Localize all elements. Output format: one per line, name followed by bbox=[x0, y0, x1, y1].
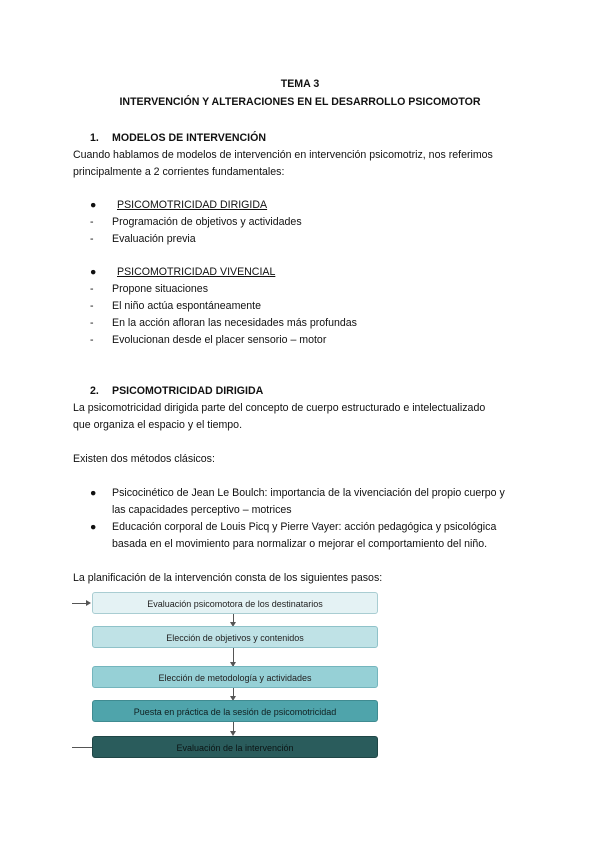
flow-step-2: Elección de objetivos y contenidos bbox=[92, 626, 378, 648]
group1-bullet-icon: ● bbox=[90, 199, 97, 211]
flow-step-4: Puesta en práctica de la sesión de psicomotricidad bbox=[92, 700, 378, 722]
section1-intro-line2: principalmente a 2 corrientes fundamentales: bbox=[73, 166, 285, 178]
list-item-text: Programación de objetivos y actividades bbox=[112, 216, 302, 228]
section2-heading bbox=[90, 383, 263, 400]
document-title: INTERVENCIÓN Y ALTERACIONES EN EL DESARROLLO PSICOMOTOR bbox=[119, 96, 481, 108]
group1-title: PSICOMOTRICIDAD DIRIGIDA bbox=[117, 199, 268, 211]
method2-line2: basada en el movimiento para normalizar o mejorar el comportamiento del niño. bbox=[112, 538, 488, 550]
list-item-text: El niño actúa espontáneamente bbox=[112, 300, 262, 312]
dash-icon: - bbox=[90, 334, 94, 346]
section2-number: 2. bbox=[90, 385, 99, 397]
method2-line1 bbox=[90, 519, 496, 536]
method1-line1 bbox=[90, 485, 505, 502]
planning-intro: La planificación de la intervención consta de los siguientes pasos: bbox=[73, 572, 383, 584]
group1-title-line bbox=[90, 197, 267, 214]
list-item bbox=[90, 214, 302, 231]
group2-bullet-icon: ● bbox=[90, 266, 97, 278]
section2-para-line2: que organiza el espacio y el tiempo. bbox=[73, 419, 243, 431]
section2-title: PSICOMOTRICIDAD DIRIGIDA bbox=[112, 385, 264, 397]
list-item-text: Evolucionan desde el placer sensorio – motor bbox=[112, 334, 327, 346]
list-item bbox=[90, 315, 357, 332]
list-item-text: En la acción afloran las necesidades más profundas bbox=[112, 317, 357, 329]
section1-number: 1. bbox=[90, 132, 99, 144]
document-label: TEMA 3 bbox=[280, 78, 320, 90]
group2-title: PSICOMOTRICIDAD VIVENCIAL bbox=[117, 266, 276, 278]
dash-icon: - bbox=[90, 233, 94, 245]
entry-arrow-line bbox=[72, 603, 87, 604]
section1-heading bbox=[90, 130, 266, 147]
dash-icon: - bbox=[90, 300, 94, 312]
list-item-text: Evaluación previa bbox=[112, 233, 196, 245]
methods-intro: Existen dos métodos clásicos: bbox=[73, 453, 215, 465]
method1-text: Psicocinético de Jean Le Boulch: importancia de la vivenciación del propio cuerpo y bbox=[112, 487, 505, 499]
flow-step-1: Evaluación psicomotora de los destinatarios bbox=[92, 592, 378, 614]
section1-intro-line1: Cuando hablamos de modelos de intervención en intervención psicomotriz, nos referimos bbox=[73, 149, 493, 161]
dash-icon: - bbox=[90, 216, 94, 228]
group2-title-line bbox=[90, 264, 275, 281]
list-item bbox=[90, 231, 196, 248]
method1-bullet-icon: ● bbox=[90, 487, 97, 499]
flow-step-5: Evaluación de la intervención bbox=[92, 736, 378, 758]
list-item bbox=[90, 281, 208, 298]
section2-para-line1: La psicomotricidad dirigida parte del concepto de cuerpo estructurado e intelectualizado bbox=[73, 402, 486, 414]
entry-arrow-icon bbox=[86, 600, 91, 606]
list-item bbox=[90, 332, 326, 349]
feedback-line bbox=[72, 747, 92, 748]
dash-icon: - bbox=[90, 317, 94, 329]
list-item bbox=[90, 298, 261, 315]
dash-icon: - bbox=[90, 283, 94, 295]
method2-text: Educación corporal de Louis Picq y Pierre Vayer: acción pedagógica y psicológica bbox=[112, 521, 497, 533]
list-item-text: Propone situaciones bbox=[112, 283, 208, 295]
method1-line2: las capacidades perceptivo – motrices bbox=[112, 504, 292, 516]
method2-bullet-icon: ● bbox=[90, 521, 97, 533]
flow-step-3: Elección de metodología y actividades bbox=[92, 666, 378, 688]
section1-title: MODELOS DE INTERVENCIÓN bbox=[112, 132, 267, 144]
